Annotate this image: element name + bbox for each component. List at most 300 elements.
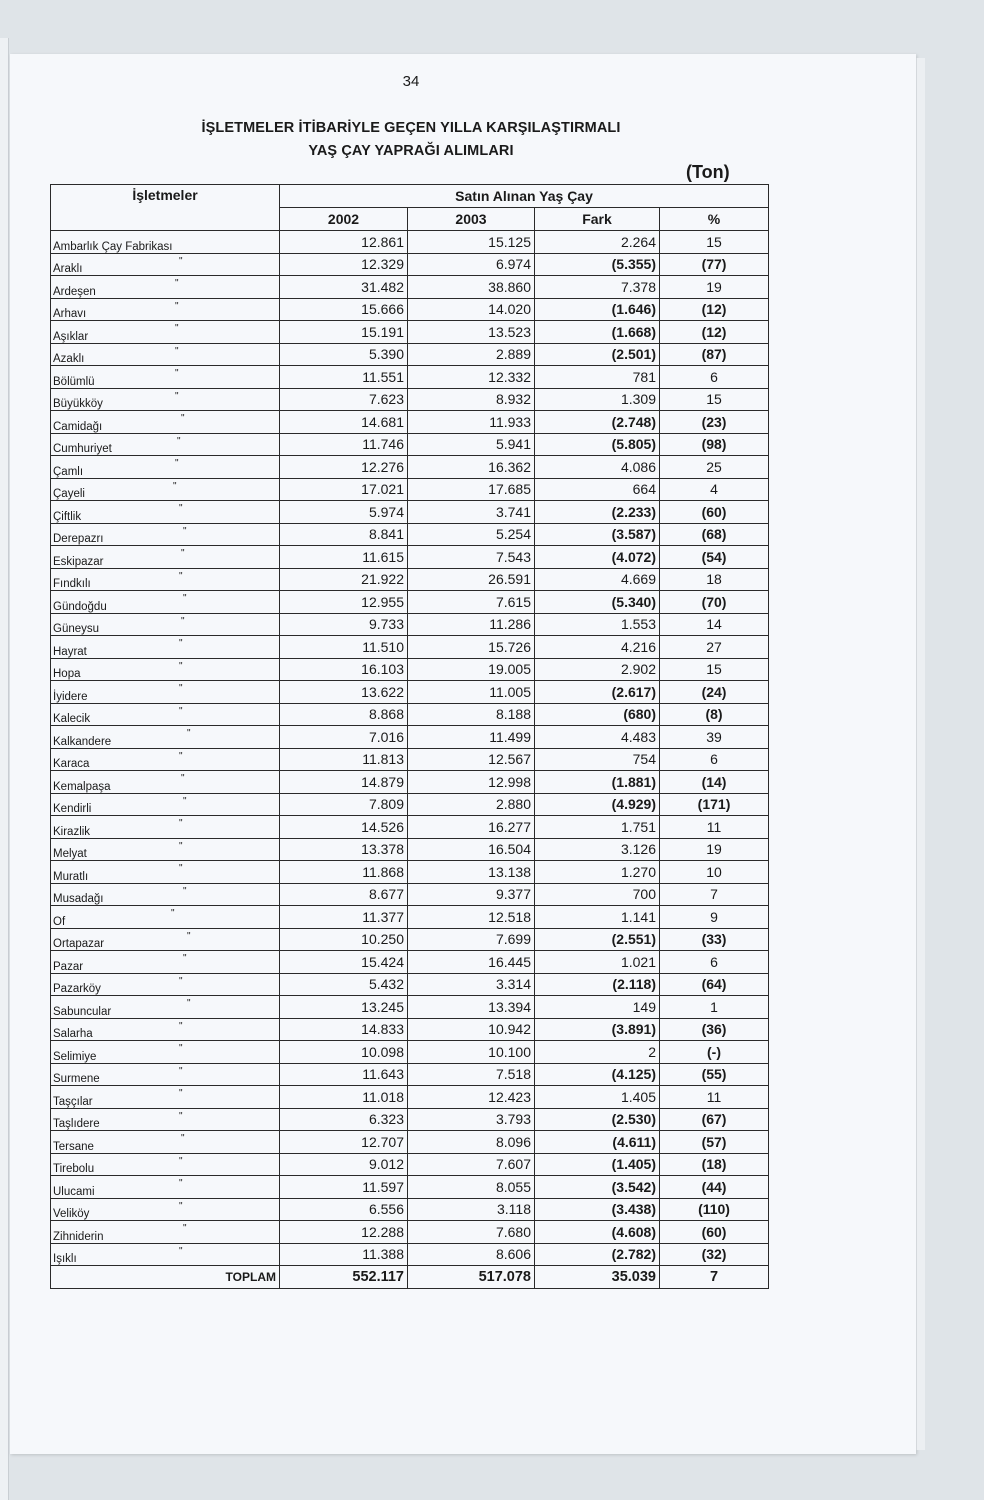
ditto-mark: " — [183, 525, 187, 537]
value-2002: 17.021 — [280, 478, 408, 501]
value-fark: 1.270 — [535, 861, 660, 884]
isletme-name-text: Kirazlik — [53, 825, 91, 838]
value-2003: 13.523 — [408, 321, 535, 344]
value-2003: 7.699 — [408, 928, 535, 951]
ditto-mark: " — [179, 750, 183, 762]
isletme-name-text: Aşıklar — [53, 330, 89, 343]
isletme-name — [51, 906, 280, 929]
isletme-name — [51, 343, 280, 366]
value-2002: 14.681 — [280, 411, 408, 434]
ditto-mark: " — [171, 908, 175, 919]
isletme-name — [51, 1198, 280, 1221]
value-2002: 11.868 — [280, 861, 408, 884]
value-2002: 12.288 — [280, 1221, 408, 1244]
value-percent: 10 — [660, 861, 769, 884]
value-2002: 12.707 — [280, 1131, 408, 1154]
value-2002: 5.432 — [280, 973, 408, 996]
header-satin-alinan: Satın Alınan Yaş Çay — [280, 185, 769, 208]
isletme-name-text: Veliköy — [53, 1208, 90, 1220]
ditto-mark: " — [179, 863, 183, 874]
value-2003: 11.499 — [408, 726, 535, 749]
value-fark: 1.141 — [535, 906, 660, 929]
value-2003: 38.860 — [408, 276, 535, 299]
value-2002: 15.666 — [280, 298, 408, 321]
ditto-mark: " — [181, 413, 185, 424]
isletme-name-text: Salarha — [53, 1028, 93, 1040]
isletme-name — [51, 568, 280, 591]
isletme-name-text: Pazar — [53, 960, 84, 973]
value-2002: 10.250 — [280, 928, 408, 951]
isletme-name-text: Cumhuriyet — [53, 443, 112, 455]
value-fark: (4.611) — [535, 1131, 660, 1154]
value-2003: 8.055 — [408, 1176, 535, 1199]
value-percent: (14) — [660, 771, 769, 794]
value-percent: 11 — [660, 1086, 769, 1109]
isletme-name-text: Camidağı — [53, 420, 103, 433]
value-2003: 7.680 — [408, 1221, 535, 1244]
isletme-name — [51, 1243, 280, 1266]
table-row — [51, 996, 769, 1019]
value-2002: 8.868 — [280, 703, 408, 726]
value-fark: (5.340) — [535, 591, 660, 614]
value-percent: (54) — [660, 546, 769, 569]
value-percent: 4 — [660, 478, 769, 501]
table-row — [51, 456, 769, 479]
value-2003: 13.138 — [408, 861, 535, 884]
value-2002: 13.378 — [280, 838, 408, 861]
table-row — [51, 1063, 769, 1086]
isletme-name-text: Surmene — [53, 1073, 100, 1085]
table-row — [51, 928, 769, 951]
value-percent: (98) — [660, 433, 769, 456]
value-2003: 15.125 — [408, 231, 535, 254]
value-2003: 6.974 — [408, 253, 535, 276]
value-2003: 17.685 — [408, 478, 535, 501]
value-fark: 1.309 — [535, 388, 660, 411]
isletme-name-text: Azaklı — [53, 353, 85, 365]
isletme-name-text: Karaca — [53, 758, 90, 770]
value-percent: (70) — [660, 591, 769, 614]
page-number: 34 — [402, 73, 420, 90]
value-percent: 15 — [660, 388, 769, 411]
table-row — [51, 1153, 769, 1176]
table-row — [51, 298, 769, 321]
value-2002: 7.623 — [280, 388, 408, 411]
isletme-name-text: Ambarlık Çay Fabrikası — [53, 240, 173, 253]
ditto-mark: " — [179, 1020, 183, 1032]
value-fark: 700 — [535, 883, 660, 906]
ditto-mark: " — [179, 1043, 183, 1054]
value-2002: 16.103 — [280, 658, 408, 681]
ditto-mark: " — [179, 705, 183, 717]
isletme-name-text: Ulucami — [53, 1185, 95, 1198]
value-percent: 15 — [660, 658, 769, 681]
table-row — [51, 411, 769, 434]
table-row — [51, 816, 769, 839]
value-2003: 16.362 — [408, 456, 535, 479]
isletme-name-text: Güneysu — [53, 623, 100, 635]
isletme-name — [51, 456, 280, 479]
isletme-name — [51, 231, 280, 254]
value-percent: (12) — [660, 298, 769, 321]
value-percent: (32) — [660, 1243, 769, 1266]
isletme-name — [51, 1063, 280, 1086]
value-percent: (36) — [660, 1018, 769, 1041]
value-fark: 4.216 — [535, 636, 660, 659]
table-row — [51, 321, 769, 344]
value-percent: (57) — [660, 1131, 769, 1154]
table-row — [51, 703, 769, 726]
table-row — [51, 231, 769, 254]
value-percent: 1 — [660, 996, 769, 1019]
value-percent: (110) — [660, 1198, 769, 1221]
table-row — [51, 613, 769, 636]
isletme-name-text: Bölümlü — [53, 375, 95, 388]
value-2003: 12.998 — [408, 771, 535, 794]
value-2003: 11.286 — [408, 613, 535, 636]
total-row — [51, 1266, 769, 1289]
value-2002: 7.809 — [280, 793, 408, 816]
value-fark: (2.551) — [535, 928, 660, 951]
page-title: İŞLETMELER İTİBARİYLE GEÇEN YILLA KARŞILAŞTIRMALI — [201, 120, 621, 136]
header-2003: 2003 — [408, 208, 535, 231]
table-row — [51, 501, 769, 524]
value-percent: 18 — [660, 568, 769, 591]
isletme-name-text: Of — [53, 915, 66, 928]
value-2002: 11.813 — [280, 748, 408, 771]
table-row — [51, 546, 769, 569]
table-row — [51, 343, 769, 366]
value-fark: 664 — [535, 478, 660, 501]
ditto-mark: " — [177, 435, 181, 447]
value-2003: 8.188 — [408, 703, 535, 726]
ditto-mark: " — [175, 278, 179, 289]
value-2002: 11.597 — [280, 1176, 408, 1199]
isletme-name — [51, 1108, 280, 1131]
isletme-name — [51, 726, 280, 749]
ditto-mark: " — [179, 1065, 183, 1077]
isletme-name — [51, 883, 280, 906]
isletme-name-text: Çayeli — [53, 488, 85, 500]
value-fark: (3.587) — [535, 523, 660, 546]
value-2002: 11.551 — [280, 366, 408, 389]
value-2002: 6.556 — [280, 1198, 408, 1221]
value-percent: (171) — [660, 793, 769, 816]
value-fark: (680) — [535, 703, 660, 726]
isletme-name — [51, 411, 280, 434]
tea-purchase-table — [50, 184, 769, 1289]
value-2002: 12.861 — [280, 231, 408, 254]
isletme-name-text: Hopa — [53, 668, 81, 680]
isletme-name-text: Sabuncular — [53, 1005, 112, 1018]
isletme-name-text: Gündoğdu — [53, 600, 107, 613]
value-fark: (2.617) — [535, 681, 660, 704]
table-row — [51, 1018, 769, 1041]
table-row — [51, 906, 769, 929]
table-row — [51, 523, 769, 546]
ditto-mark: " — [179, 570, 183, 582]
value-2002: 11.746 — [280, 433, 408, 456]
value-fark: 4.086 — [535, 456, 660, 479]
ditto-mark: " — [175, 345, 179, 357]
page-stack-edge — [916, 58, 925, 1450]
isletme-name — [51, 703, 280, 726]
isletme-name-text: Kendirli — [53, 803, 92, 815]
value-fark: (3.438) — [535, 1198, 660, 1221]
ditto-mark: " — [181, 615, 185, 627]
isletme-name — [51, 591, 280, 614]
isletme-name — [51, 681, 280, 704]
isletme-name-text: İyidere — [53, 690, 88, 703]
value-fark: (2.782) — [535, 1243, 660, 1266]
ditto-mark: " — [179, 1178, 183, 1189]
ditto-mark: " — [175, 368, 179, 379]
value-fark: (2.118) — [535, 973, 660, 996]
value-2002: 21.922 — [280, 568, 408, 591]
isletme-name-text: Selimiye — [53, 1050, 97, 1063]
total-label: TOPLAM — [51, 1266, 280, 1289]
isletme-name-text: Ardeşen — [53, 285, 96, 298]
table-row — [51, 253, 769, 276]
unit-label: (Ton) — [686, 162, 730, 182]
value-2002: 5.974 — [280, 501, 408, 524]
isletme-name — [51, 793, 280, 816]
ditto-mark: " — [179, 818, 183, 829]
table-row — [51, 1131, 769, 1154]
value-percent: (23) — [660, 411, 769, 434]
adjacent-page-edge — [0, 38, 9, 1500]
ditto-mark: " — [181, 548, 185, 559]
value-percent: 15 — [660, 231, 769, 254]
value-2003: 5.254 — [408, 523, 535, 546]
isletme-name — [51, 973, 280, 996]
ditto-mark: " — [175, 300, 179, 312]
value-2002: 12.955 — [280, 591, 408, 614]
isletme-name-text: Araklı — [53, 263, 83, 275]
value-percent: (-) — [660, 1041, 769, 1064]
value-2002: 5.390 — [280, 343, 408, 366]
table-row — [51, 366, 769, 389]
isletme-name — [51, 771, 280, 794]
value-fark: 1.553 — [535, 613, 660, 636]
value-fark: (5.355) — [535, 253, 660, 276]
value-fark: (4.608) — [535, 1221, 660, 1244]
value-2002: 12.276 — [280, 456, 408, 479]
ditto-mark: " — [179, 1200, 183, 1212]
isletme-name-text: Hayrat — [53, 645, 87, 658]
table-row — [51, 748, 769, 771]
ditto-mark: " — [187, 930, 191, 942]
value-2002: 11.643 — [280, 1063, 408, 1086]
value-2002: 8.677 — [280, 883, 408, 906]
page-subtitle: YAŞ ÇAY YAPRAĞI ALIMLARI — [308, 143, 514, 159]
header-isletmeler: İşletmeler — [51, 185, 280, 231]
table-row — [51, 1198, 769, 1221]
isletme-name — [51, 501, 280, 524]
value-2002: 15.191 — [280, 321, 408, 344]
isletme-name-text: Işıklı — [53, 1253, 77, 1265]
value-2003: 7.518 — [408, 1063, 535, 1086]
value-fark: (4.929) — [535, 793, 660, 816]
table-row — [51, 636, 769, 659]
isletme-name — [51, 388, 280, 411]
value-2002: 9.012 — [280, 1153, 408, 1176]
table-row — [51, 951, 769, 974]
value-percent: 27 — [660, 636, 769, 659]
value-percent: 7 — [660, 883, 769, 906]
table-row — [51, 861, 769, 884]
ditto-mark: " — [179, 840, 183, 852]
value-fark: (4.072) — [535, 546, 660, 569]
value-percent: (44) — [660, 1176, 769, 1199]
ditto-mark: " — [183, 885, 187, 897]
table-row — [51, 793, 769, 816]
isletme-name — [51, 658, 280, 681]
value-2002: 11.388 — [280, 1243, 408, 1266]
isletme-name — [51, 366, 280, 389]
value-2003: 2.880 — [408, 793, 535, 816]
table-row — [51, 883, 769, 906]
value-fark: 2.264 — [535, 231, 660, 254]
header-fark: Fark — [535, 208, 660, 231]
value-percent: (60) — [660, 501, 769, 524]
value-percent: (60) — [660, 1221, 769, 1244]
value-percent: (8) — [660, 703, 769, 726]
value-fark: (2.530) — [535, 1108, 660, 1131]
value-2003: 12.332 — [408, 366, 535, 389]
isletme-name-text: Derepazrı — [53, 533, 104, 545]
ditto-mark: " — [179, 1245, 183, 1257]
table-row — [51, 658, 769, 681]
value-fark: 7.378 — [535, 276, 660, 299]
value-percent: (68) — [660, 523, 769, 546]
value-2002: 13.622 — [280, 681, 408, 704]
isletme-name-text: Çamlı — [53, 465, 84, 478]
ditto-mark: " — [179, 1155, 183, 1167]
ditto-mark: " — [183, 593, 187, 604]
ditto-mark: " — [179, 503, 183, 514]
value-2002: 11.615 — [280, 546, 408, 569]
isletme-name — [51, 298, 280, 321]
value-percent: 6 — [660, 748, 769, 771]
value-percent: (12) — [660, 321, 769, 344]
table-row — [51, 1176, 769, 1199]
value-fark: (2.748) — [535, 411, 660, 434]
isletme-name-text: Kalecik — [53, 713, 91, 725]
isletme-name — [51, 433, 280, 456]
value-fark: 1.021 — [535, 951, 660, 974]
table-row — [51, 433, 769, 456]
value-percent: (87) — [660, 343, 769, 366]
table-row — [51, 1221, 769, 1244]
value-2003: 8.606 — [408, 1243, 535, 1266]
value-2002: 31.482 — [280, 276, 408, 299]
value-2003: 12.567 — [408, 748, 535, 771]
value-2003: 7.615 — [408, 591, 535, 614]
value-2002: 11.510 — [280, 636, 408, 659]
table-row — [51, 1041, 769, 1064]
value-2003: 15.726 — [408, 636, 535, 659]
value-percent: 39 — [660, 726, 769, 749]
value-percent: 14 — [660, 613, 769, 636]
ditto-mark: " — [187, 998, 191, 1009]
value-percent: 6 — [660, 951, 769, 974]
value-fark: (3.542) — [535, 1176, 660, 1199]
isletme-name-text: Musadağı — [53, 893, 104, 905]
isletme-name — [51, 546, 280, 569]
value-2002: 10.098 — [280, 1041, 408, 1064]
isletme-name — [51, 276, 280, 299]
value-2002: 8.841 — [280, 523, 408, 546]
value-percent: 11 — [660, 816, 769, 839]
value-percent: (67) — [660, 1108, 769, 1131]
isletme-name-text: Taşlıdere — [53, 1118, 100, 1130]
value-fark: 4.483 — [535, 726, 660, 749]
isletme-name — [51, 253, 280, 276]
ditto-mark: " — [179, 638, 183, 649]
isletme-name — [51, 838, 280, 861]
value-2003: 13.394 — [408, 996, 535, 1019]
value-2003: 3.741 — [408, 501, 535, 524]
value-2002: 7.016 — [280, 726, 408, 749]
ditto-mark: " — [183, 953, 187, 964]
value-2003: 3.793 — [408, 1108, 535, 1131]
value-fark: 781 — [535, 366, 660, 389]
isletme-name — [51, 636, 280, 659]
value-percent: (55) — [660, 1063, 769, 1086]
ditto-mark: " — [179, 1088, 183, 1099]
ditto-mark: " — [183, 1223, 187, 1234]
value-2003: 7.607 — [408, 1153, 535, 1176]
ditto-mark: " — [179, 255, 183, 267]
total-2003: 517.078 — [408, 1266, 535, 1289]
isletme-name-text: Fındkılı — [53, 578, 91, 590]
value-2003: 12.518 — [408, 906, 535, 929]
table-row — [51, 726, 769, 749]
value-2002: 14.526 — [280, 816, 408, 839]
value-fark: (5.805) — [535, 433, 660, 456]
value-2003: 11.005 — [408, 681, 535, 704]
table-row — [51, 568, 769, 591]
isletme-name — [51, 1131, 280, 1154]
value-2003: 3.118 — [408, 1198, 535, 1221]
ditto-mark: " — [179, 975, 183, 987]
isletme-name — [51, 951, 280, 974]
isletme-name-text: Tirebolu — [53, 1163, 95, 1175]
value-fark: 3.126 — [535, 838, 660, 861]
value-percent: 9 — [660, 906, 769, 929]
table-row — [51, 681, 769, 704]
isletme-name — [51, 996, 280, 1019]
value-2003: 10.942 — [408, 1018, 535, 1041]
value-2002: 6.323 — [280, 1108, 408, 1131]
value-2002: 14.879 — [280, 771, 408, 794]
ditto-mark: " — [175, 323, 179, 334]
value-percent: 19 — [660, 276, 769, 299]
value-2002: 11.377 — [280, 906, 408, 929]
value-fark: 2.902 — [535, 658, 660, 681]
isletme-name-text: Muratlı — [53, 870, 89, 883]
table-row — [51, 1108, 769, 1131]
value-fark: (4.125) — [535, 1063, 660, 1086]
value-fark: 4.669 — [535, 568, 660, 591]
value-2002: 14.833 — [280, 1018, 408, 1041]
value-2002: 13.245 — [280, 996, 408, 1019]
table-row — [51, 1086, 769, 1109]
total-2002: 552.117 — [280, 1266, 408, 1289]
table-row — [51, 771, 769, 794]
value-percent: (77) — [660, 253, 769, 276]
